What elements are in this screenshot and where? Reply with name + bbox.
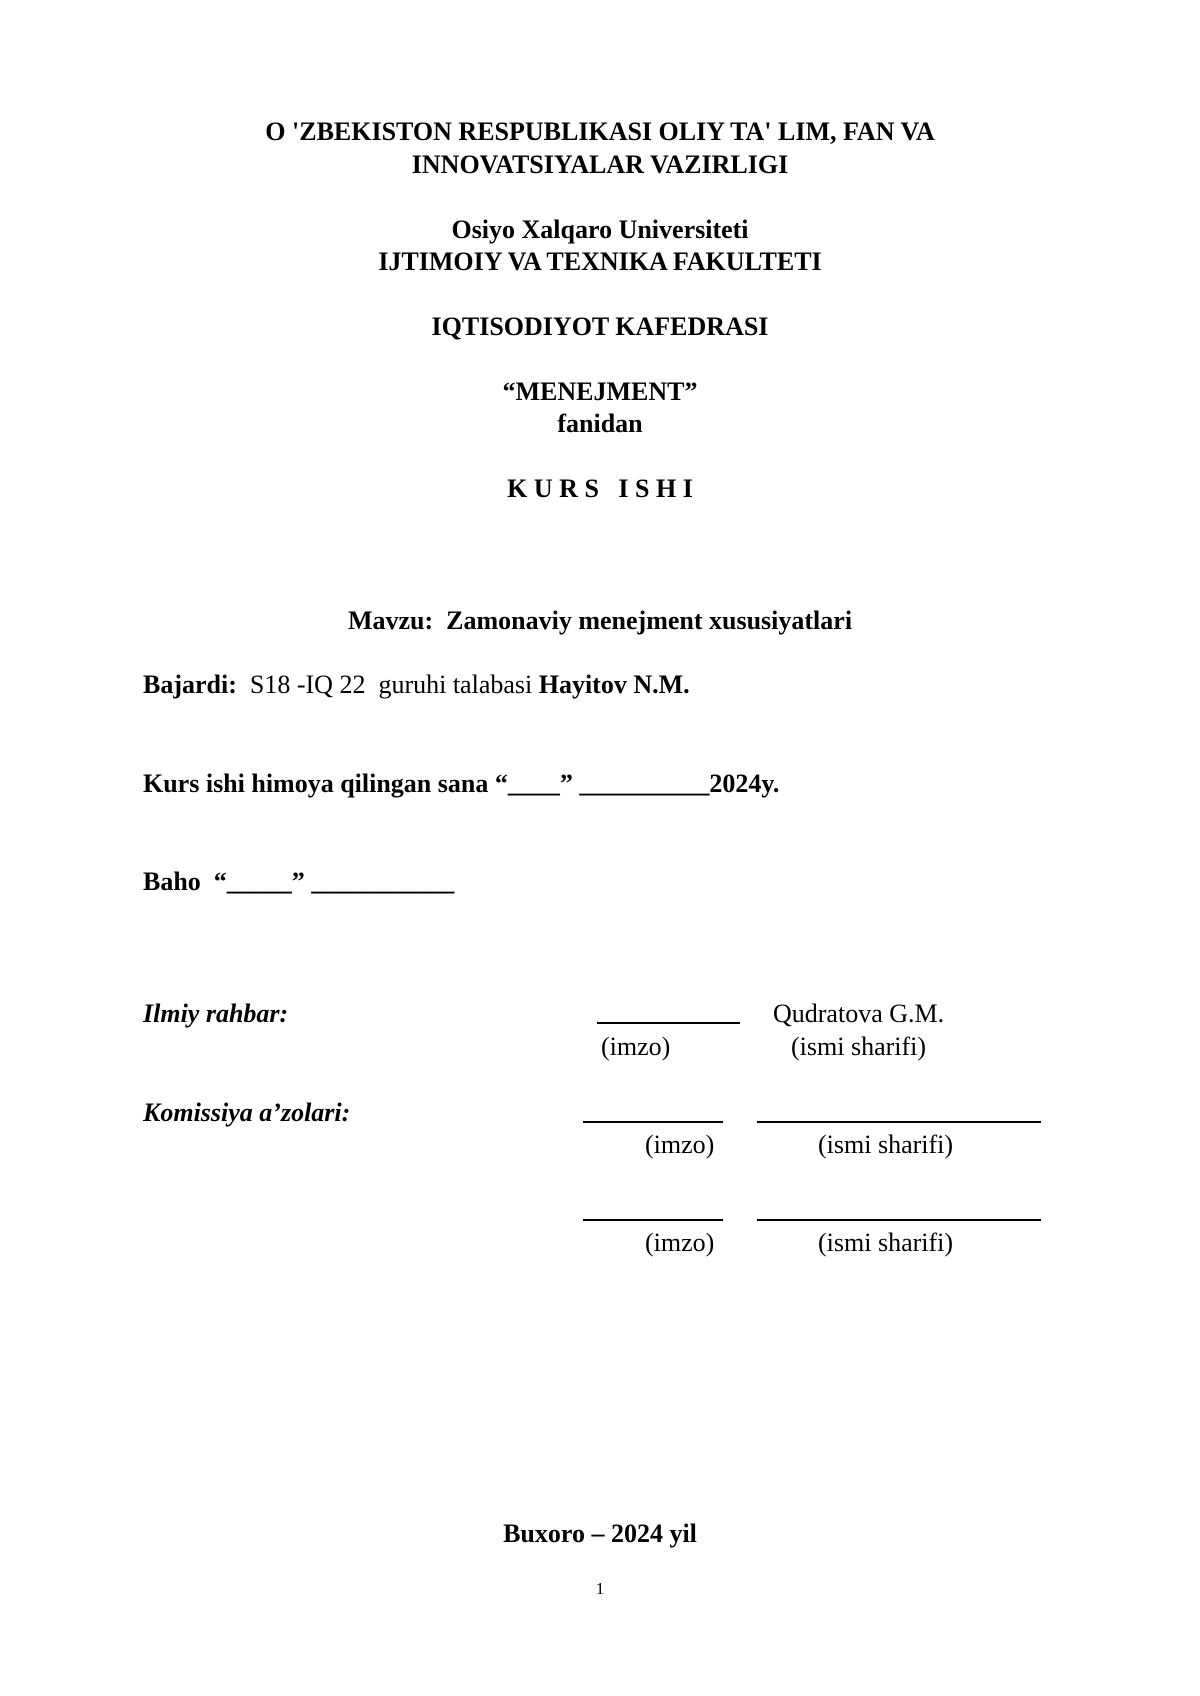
performer-name: Hayitov N.M. [538, 670, 690, 699]
department-name: IQTISODIYOT KAFEDRASI [431, 312, 769, 341]
topic-line [0, 605, 1200, 637]
commission-2-signature-caption: (imzo) [645, 1228, 715, 1257]
commission-1-name-caption: (ismi sharifi) [818, 1130, 954, 1159]
topic-label: Mavzu: [347, 606, 434, 635]
page-number: 1 [595, 1579, 605, 1598]
performer-group: S18 -IQ 22 guruhi talabasi [249, 670, 533, 699]
work-type-title: K U R S I S H I [507, 474, 693, 503]
commission-1-signature-caption: (imzo) [645, 1130, 715, 1159]
place-year: Buxoro – 2024 yil [503, 1519, 697, 1548]
supervisor-name-caption: (ismi sharifi) [791, 1032, 927, 1061]
university-name: Osiyo Xalqaro Universiteti [451, 215, 749, 244]
subject-suffix: fanidan [557, 409, 643, 438]
supervisor-signature-line [597, 1022, 740, 1024]
supervisor-signature-caption: (imzo) [601, 1032, 671, 1061]
supervisor-label: Ilmiy rahbar: [143, 999, 289, 1028]
performer-label: Bajardi: [143, 670, 237, 699]
commission-2-name-line [757, 1219, 1041, 1221]
commission-1-name-line [757, 1121, 1041, 1123]
ministry-title-line1: O 'ZBEKISTON RESPUBLIKASI OLIY TA' LIM, FAN VA [265, 117, 935, 146]
commission-2-name-caption: (ismi sharifi) [818, 1228, 954, 1257]
commission-2-signature-line [583, 1219, 723, 1221]
grade-line: Baho “_____” ___________ [143, 867, 455, 896]
faculty-name: IJTIMOIY VA TEXNIKA FAKULTETI [378, 247, 822, 276]
supervisor-name: Qudratova G.M. [773, 999, 945, 1028]
commission-1-signature-line [583, 1121, 723, 1123]
performer-line [143, 669, 690, 701]
subject-name: “MENEJMENT” [502, 377, 698, 406]
defense-date-line: Kurs ishi himoya qilingan sana “____” __________2024y. [143, 769, 780, 798]
ministry-title-line2: INNOVATSIYALAR VAZIRLIGI [411, 150, 789, 179]
topic-value: Zamonaviy menejment xususiyatlari [446, 606, 853, 635]
commission-label: Komissiya a’zolari: [143, 1098, 351, 1127]
